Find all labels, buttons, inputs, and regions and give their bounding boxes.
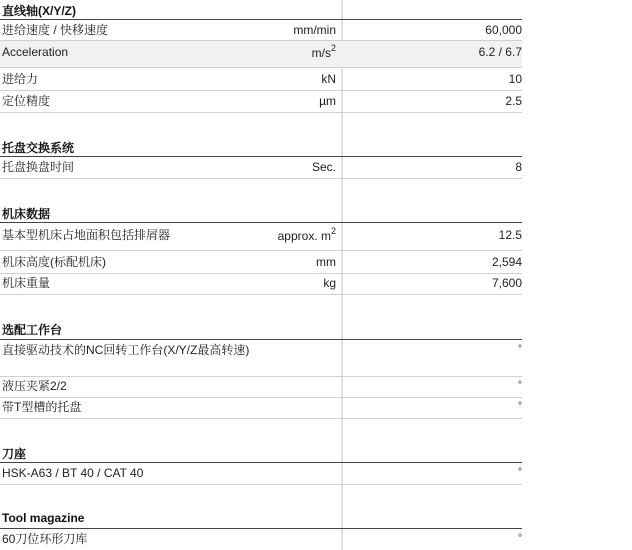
row-label: 进给速度 / 快移速度 bbox=[2, 23, 109, 37]
row-unit: kg bbox=[323, 276, 336, 290]
row-divider bbox=[0, 67, 522, 68]
table-row bbox=[0, 464, 522, 485]
section-rule bbox=[0, 19, 522, 20]
row-value: 6.2 / 6.7 bbox=[478, 45, 522, 59]
section-rule bbox=[0, 528, 522, 529]
table-row bbox=[0, 253, 522, 274]
row-divider bbox=[0, 90, 522, 91]
section-title-linear-axes: 直线轴(X/Y/Z) bbox=[2, 4, 76, 18]
row-value: 10 bbox=[508, 72, 522, 86]
row-value: 2.5 bbox=[505, 94, 522, 108]
table-row bbox=[0, 21, 522, 41]
table-row bbox=[0, 377, 522, 398]
table-row bbox=[0, 70, 522, 91]
row-unit: kN bbox=[321, 72, 336, 86]
row-label: 进给力 bbox=[2, 72, 39, 86]
section-title-machine-data: 机床数据 bbox=[2, 207, 51, 221]
row-label: HSK-A63 / BT 40 / CAT 40 bbox=[2, 466, 144, 480]
row-unit: µm bbox=[319, 94, 336, 108]
section-rule bbox=[0, 156, 522, 157]
section-rule bbox=[0, 462, 522, 463]
table-row bbox=[0, 341, 522, 377]
row-label: 带T型槽的托盘 bbox=[2, 400, 82, 414]
row-divider bbox=[0, 112, 522, 113]
row-value: 8 bbox=[515, 160, 522, 174]
section-title-optional-tables: 选配工作台 bbox=[2, 323, 63, 337]
section-rule bbox=[0, 222, 522, 223]
row-unit: mm/min bbox=[293, 23, 336, 37]
row-value: ° bbox=[518, 380, 522, 391]
row-label: Acceleration bbox=[2, 45, 69, 59]
row-value: 12.5 bbox=[498, 228, 522, 242]
row-divider bbox=[0, 484, 522, 485]
row-unit: approx. $m^2$ bbox=[277, 226, 336, 243]
row-label: 定位精度 bbox=[2, 94, 51, 108]
row-value: 60,000 bbox=[485, 23, 522, 37]
table-row bbox=[0, 224, 522, 251]
row-divider bbox=[0, 250, 522, 251]
row-unit: $m/s^2$ bbox=[311, 43, 336, 60]
table-row bbox=[0, 274, 522, 295]
row-value: ° bbox=[518, 401, 522, 412]
row-divider bbox=[0, 418, 522, 419]
row-unit: Sec. bbox=[311, 160, 336, 174]
table-row bbox=[0, 530, 522, 550]
row-label: 机床高度(标配机床) bbox=[2, 255, 106, 269]
row-value: 7,600 bbox=[491, 276, 522, 290]
row-value: 2,594 bbox=[491, 255, 522, 269]
row-unit: mm bbox=[316, 255, 336, 269]
row-label: 60刀位环形刀库 bbox=[2, 532, 88, 546]
row-value: ° bbox=[518, 467, 522, 478]
row-divider bbox=[0, 178, 522, 179]
row-label: 基本型机床占地面积包括排屑器 bbox=[2, 228, 171, 242]
row-value: ° bbox=[518, 344, 522, 355]
row-value: ° bbox=[518, 533, 522, 544]
section-title-tool-magazine: Tool magazine bbox=[2, 511, 85, 525]
row-divider bbox=[0, 294, 522, 295]
row-label: 直接驱动技术的NC回转工作台(X/Y/Z最高转速) bbox=[2, 343, 250, 357]
row-label: 液压夹紧2/2 bbox=[2, 379, 67, 393]
table-row bbox=[0, 92, 522, 113]
row-label: 托盘换盘时间 bbox=[2, 160, 75, 174]
section-title-tool-holder: 刀座 bbox=[2, 447, 27, 461]
section-title-pallet-system: 托盘交换系统 bbox=[2, 141, 75, 155]
section-rule bbox=[0, 339, 522, 340]
table-row bbox=[0, 158, 522, 179]
table-row bbox=[0, 398, 522, 419]
table-row bbox=[0, 41, 522, 68]
row-label: 机床重量 bbox=[2, 276, 51, 290]
